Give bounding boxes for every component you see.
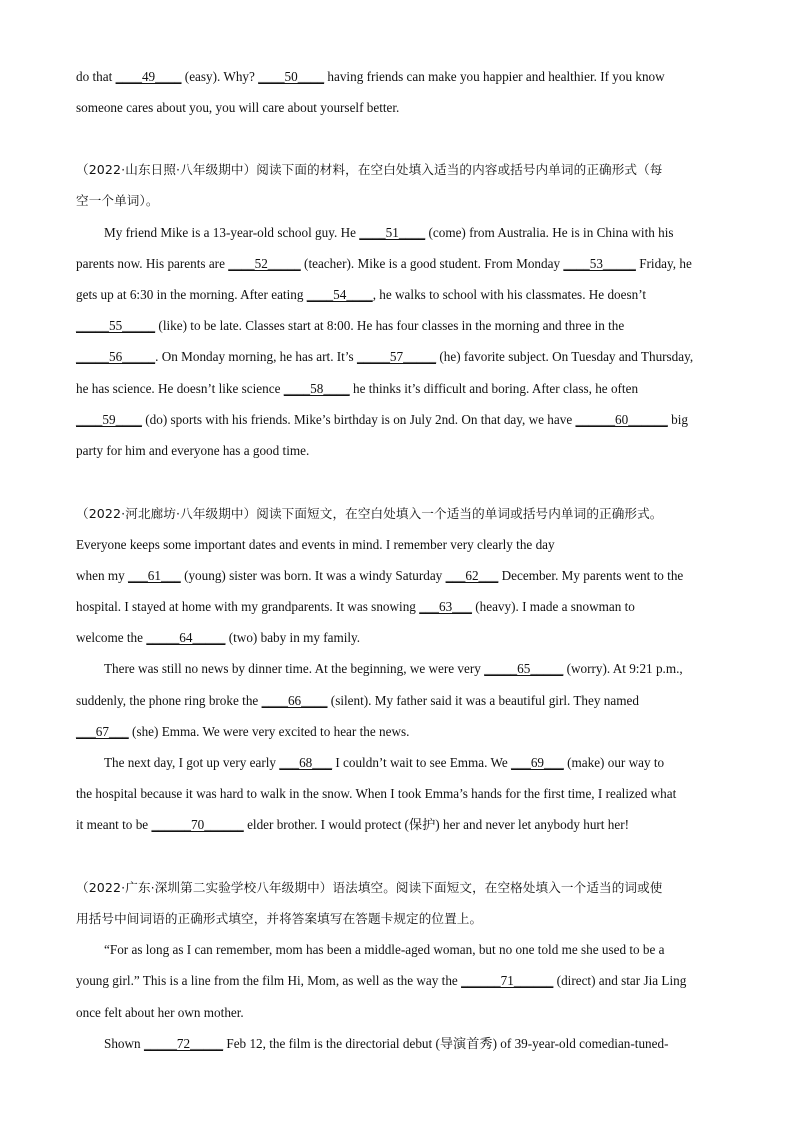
text-segment: The next day, I got up very early [104, 755, 280, 770]
answer-blank: ____66____ [261, 693, 328, 708]
text-segment: big [667, 412, 688, 427]
text-segment: (young) sister was born. It was a windy Saturday [180, 568, 446, 583]
passage-text-line [76, 380, 638, 398]
answer-blank: ___63___ [419, 599, 472, 614]
text-segment: (easy). Why? [181, 69, 259, 84]
section-instruction-line [76, 910, 482, 928]
passage-text-line [76, 567, 683, 585]
passage-text-line [104, 941, 665, 959]
text-segment: （2022·广东·深圳第二实验学校八年级期中）语法填空。阅读下面短文，在空格处填入一个适当的词或使 [76, 880, 663, 895]
text-segment: party for him and everyone has a good time. [76, 443, 310, 458]
passage-text-line [76, 785, 676, 803]
answer-blank: ___69___ [511, 755, 564, 770]
answer-blank: _____56_____ [76, 349, 156, 364]
text-segment: elder brother. I would protect (保护) her and never let anybody hurt her! [243, 817, 629, 832]
text-segment: having friends can make you happier and healthier. If you know [324, 69, 665, 84]
passage-text-line [76, 1004, 244, 1022]
answer-blank: ____54____ [306, 287, 373, 302]
passage-text-line [76, 255, 692, 273]
section-instruction-line [76, 879, 663, 897]
text-segment: the hospital because it was hard to walk in the snow. When I took Emma’s hands for the first time, I realized what [76, 786, 677, 801]
text-segment: . On Monday morning, he has art. It’s [155, 349, 357, 364]
answer-blank: ___68___ [279, 755, 333, 770]
passage-text-line [104, 224, 674, 242]
text-segment: (heavy). I made a snowman to [471, 599, 635, 614]
text-segment: , he walks to school with his classmates. He doesn’t [372, 287, 647, 302]
answer-blank: ____51____ [359, 225, 426, 240]
text-segment: (worry). At 9:21 p.m., [563, 661, 683, 676]
text-segment: he thinks it’s difficult and boring. After class, he often [349, 381, 639, 396]
section-instruction-line [76, 505, 663, 523]
answer-blank: _____55_____ [76, 318, 156, 333]
answer-blank: ____49____ [115, 69, 182, 84]
passage-text-line [76, 692, 639, 710]
text-segment: he has science. He doesn’t like science [76, 381, 284, 396]
passage-text-line [104, 1035, 668, 1053]
answer-blank: ____58____ [283, 381, 350, 396]
text-segment: (come) from Australia. He is in China with his [425, 225, 674, 240]
passage-text-line [76, 598, 635, 616]
answer-blank: _____65_____ [484, 661, 564, 676]
text-segment: (he) favorite subject. On Tuesday and Thursday, [436, 349, 694, 364]
answer-blank: ______60______ [575, 412, 668, 427]
text-segment: someone cares about you, you will care about yourself better. [76, 100, 400, 115]
text-segment: （2022·河北廊坊·八年级期中）阅读下面短文，在空白处填入一个适当的单词或括号内单词的正确形式。 [76, 506, 663, 521]
answer-blank: _____64_____ [146, 630, 226, 645]
passage-text-line [76, 348, 693, 366]
answer-blank: ____53_____ [563, 256, 636, 271]
text-segment: Shown [104, 1036, 144, 1051]
text-segment: it meant to be [76, 817, 152, 832]
text-segment: hospital. I stayed at home with my grandparents. It was snowing [76, 599, 420, 614]
text-segment: (she) Emma. We were very excited to hear the news. [128, 724, 410, 739]
passage-text-line [76, 972, 686, 990]
text-segment: once felt about her own mother. [76, 1005, 244, 1020]
answer-blank: ___62___ [445, 568, 499, 583]
text-segment: parents now. His parents are [76, 256, 229, 271]
text-segment: suddenly, the phone ring broke the [76, 693, 262, 708]
answer-blank: ____59____ [76, 412, 142, 427]
text-segment: do that [76, 69, 116, 84]
text-segment: Feb 12, the film is the directorial debut (导演首秀) of 39-year-old comedian-tuned- [223, 1036, 669, 1051]
text-segment: young girl.” This is a line from the film Hi, Mom, as well as the way the [76, 973, 462, 988]
text-segment: (two) baby in my family. [225, 630, 361, 645]
text-segment: gets up at 6:30 in the morning. After eating [76, 287, 307, 302]
text-segment: My friend Mike is a 13-year-old school guy. He [104, 225, 360, 240]
passage-text-line [76, 723, 409, 741]
text-segment: I couldn’t wait to see Emma. We [332, 755, 512, 770]
passage-text-line [76, 68, 665, 86]
passage-text-line [76, 286, 646, 304]
passage-text-line [76, 99, 399, 117]
passage-text-line [104, 754, 664, 772]
answer-blank: ____50____ [258, 69, 325, 84]
text-segment: (like) to be late. Classes start at 8:00. He has four classes in the morning and three in the [155, 318, 625, 333]
text-segment: (silent). My father said it was a beautiful girl. They named [327, 693, 639, 708]
text-segment: (direct) and star Jia Ling [553, 973, 687, 988]
passage-text-line [76, 816, 629, 834]
answer-blank: _____72_____ [143, 1036, 224, 1051]
text-segment: There was still no news by dinner time. At the beginning, we were very [104, 661, 485, 676]
text-segment: Everyone keeps some important dates and events in mind. I remember very clearly the day [76, 537, 555, 552]
passage-text-line [76, 536, 555, 554]
passage-text-line [76, 629, 360, 647]
text-segment: (make) our way to [563, 755, 665, 770]
text-segment: December. My parents went to the [498, 568, 684, 583]
text-segment: (do) sports with his friends. Mike’s birthday is on July 2nd. On that day, we have [141, 412, 576, 427]
answer-blank: _____57_____ [356, 349, 437, 364]
section-instruction-line [76, 192, 159, 210]
answer-blank: ___61___ [128, 568, 181, 583]
text-segment: welcome the [76, 630, 147, 645]
text-segment: Friday, he [635, 256, 692, 271]
answer-blank: ___67___ [76, 724, 129, 739]
text-segment: 用括号中间词语的正确形式填空，并将答案填写在答题卡规定的位置上。 [76, 911, 483, 926]
answer-blank: ____52_____ [228, 256, 301, 271]
text-segment: when my [76, 568, 129, 583]
passage-text-line [76, 317, 624, 335]
answer-blank: ______71______ [461, 973, 554, 988]
section-instruction-line [76, 161, 663, 179]
passage-text-line [76, 411, 688, 429]
passage-text-line [104, 660, 683, 678]
text-segment: 空一个单词）。 [76, 193, 159, 208]
passage-text-line [76, 442, 309, 460]
text-segment: （2022·山东日照·八年级期中）阅读下面的材料，在空白处填入适当的内容或括号内单词的正确形式（每 [76, 162, 663, 177]
answer-blank: ______70______ [151, 817, 244, 832]
text-segment: (teacher). Mike is a good student. From Monday [300, 256, 564, 271]
text-segment: “For as long as I can remember, mom has been a middle-aged woman, but no one told me she used to be a [104, 942, 665, 957]
